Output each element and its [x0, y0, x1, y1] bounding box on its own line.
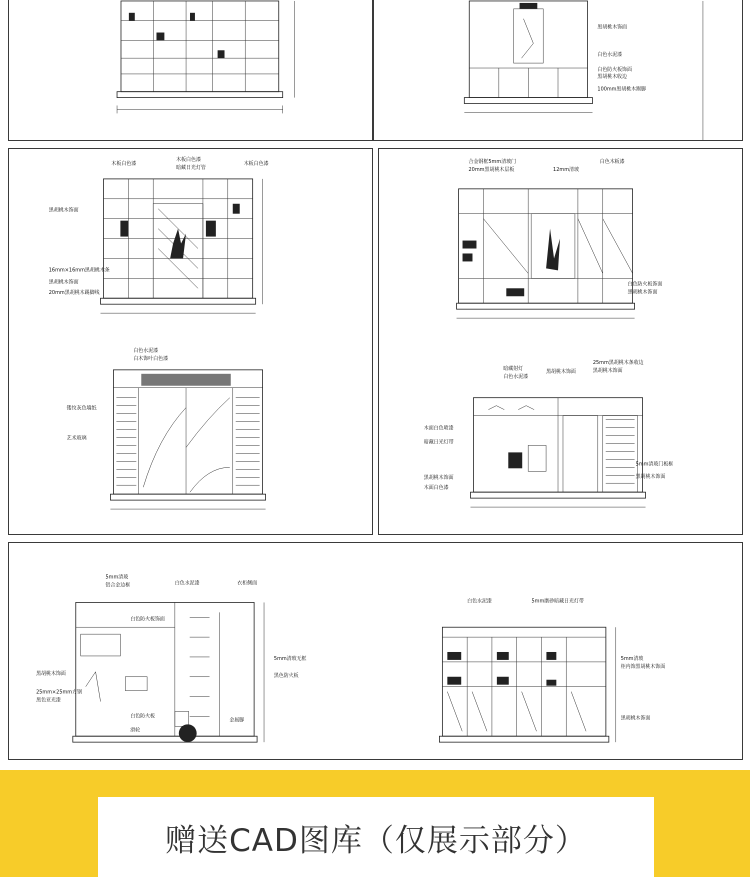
annotation: 12mm清玻	[553, 166, 579, 173]
drawing-panel-middle-left	[8, 148, 373, 535]
annotation: 20mm黑胡桃木踢脚线	[48, 290, 100, 297]
annotation: 木面白色漆	[423, 485, 449, 492]
annotation: 木板白色漆	[243, 160, 269, 167]
annotation: 5mm清玻	[620, 655, 644, 662]
annotation: 黑胡桃木收边	[597, 73, 627, 80]
annotation: 5mm清玻	[105, 574, 129, 581]
annotation: 白色防火板饰面	[597, 66, 632, 73]
annotation: 黑色亚光漆	[36, 697, 61, 704]
drawing-panel-bottom	[8, 542, 743, 760]
annotation: 白色防火板	[130, 713, 155, 720]
annotation: 木面白色喷漆	[423, 425, 454, 432]
annotation: 滑轮	[130, 727, 141, 734]
annotation: 5mm磨砂暗藏日光灯带	[531, 598, 584, 605]
annotation: 柜内饰黑胡桃木饰面	[620, 663, 666, 670]
annotation: 白色水泥漆	[503, 373, 529, 380]
annotation: 黑胡桃木饰面	[48, 279, 79, 286]
annotation: 白色木板漆	[599, 158, 625, 165]
annotation: 白色水泥漆	[597, 52, 623, 59]
annotation: 黑胡桃木饰面	[620, 715, 651, 722]
annotation: 白色防火板饰面	[627, 281, 663, 288]
drawing-panel-middle-right	[378, 148, 743, 535]
annotation: 铝合金边框	[105, 582, 131, 589]
annotation: 衣柜侧面	[237, 580, 258, 587]
annotation: 25mm×25mm方钢	[36, 689, 82, 696]
promo-banner	[98, 797, 654, 877]
drawing-panel-top-left	[8, 0, 373, 141]
annotation: 暗藏日光灯管	[176, 164, 206, 171]
banner-title: 赠送CAD图库（仅展示部分）	[165, 822, 587, 859]
annotation: 5mm清玻门板框	[635, 461, 674, 468]
annotation: 艺术玻璃	[66, 435, 87, 442]
annotation: 25mm黑胡桃木条收边	[592, 359, 644, 366]
annotation: 黑胡桃木饰面	[597, 24, 627, 31]
annotation: 合金钢框5mm清玻门	[468, 158, 517, 165]
annotation: 镂纹灰色墙纸	[66, 405, 97, 412]
annotation: 黑胡桃木饰面	[592, 367, 623, 374]
annotation: 木板白色漆	[111, 160, 137, 167]
annotation: 金属脚	[229, 717, 245, 724]
annotation: 白木饰叶白色漆	[133, 355, 169, 362]
annotation: 黑色防火板	[273, 672, 299, 679]
annotation: 黑胡桃木饰面	[627, 289, 658, 296]
annotation: 白色防火板饰面	[130, 616, 165, 623]
annotation: 黑胡桃木饰面	[48, 207, 79, 214]
drawing-panel-top-right	[373, 0, 743, 141]
annotation: 暗藏日光灯带	[423, 439, 454, 446]
annotation: 黑胡桃木饰面	[423, 475, 454, 482]
annotation: 5mm清玻无框	[273, 655, 307, 662]
annotation: 100mm黑胡桃木踢脚	[597, 86, 646, 93]
annotation: 木板白色漆	[176, 156, 201, 163]
annotation: 16mm×16mm黑胡桃木条	[48, 267, 110, 274]
annotation: 黑胡桃木饰面	[36, 670, 66, 677]
annotation: 20mm黑胡桃木层板	[468, 166, 515, 173]
annotation: 白色水泥漆	[174, 580, 200, 587]
annotation: 黑胡桃木饰面	[635, 474, 666, 481]
annotation: 白色水泥漆	[467, 598, 492, 605]
annotation: 黑胡桃木饰面	[546, 368, 576, 375]
annotation: 白色水泥漆	[133, 347, 159, 354]
annotation: 暗藏射灯	[503, 365, 524, 372]
